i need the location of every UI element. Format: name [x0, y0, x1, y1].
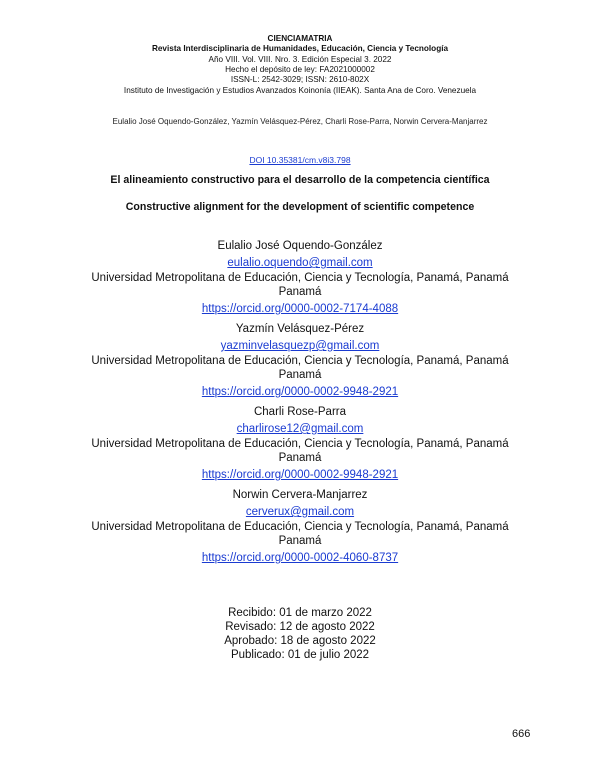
author-affiliation: Universidad Metropolitana de Educación, Ciencia y Tecnología, Panamá, Panamá	[91, 438, 509, 450]
author-block	[0, 488, 600, 566]
author-email[interactable]: cerverux@gmail.com	[245, 506, 355, 518]
dates-block	[0, 606, 600, 662]
author-name: Yazmín Velásquez-Pérez	[235, 323, 365, 335]
author-orcid[interactable]: https://orcid.org/0000-0002-9948-2921	[201, 386, 399, 398]
author-affiliation: Universidad Metropolitana de Educación, Ciencia y Tecnología, Panamá, Panamá	[91, 355, 509, 367]
journal-issue: Año VIII. Vol. VIII. Nro. 3. Edición Especial 3. 2022	[208, 55, 392, 64]
journal-issn: ISSN-L: 2542-3029; ISSN: 2610-802X	[230, 75, 370, 84]
author-name: Charli Rose-Parra	[253, 406, 347, 418]
date-published: Publicado: 01 de julio 2022	[230, 649, 370, 661]
date-revised: Revisado: 12 de agosto 2022	[225, 621, 375, 633]
journal-subtitle: Revista Interdisciplinaria de Humanidades, Educación, Ciencia y Tecnología	[151, 44, 449, 53]
doi-link[interactable]: DOI 10.35381/cm.v8i3.798	[249, 155, 351, 165]
title-english: Constructive alignment for the development of scientific competence	[125, 201, 475, 213]
date-received: Recibido: 01 de marzo 2022	[228, 607, 372, 619]
author-email[interactable]: eulalio.oquendo@gmail.com	[227, 257, 373, 269]
author-orcid[interactable]: https://orcid.org/0000-0002-4060-8737	[201, 552, 399, 564]
author-affiliation: Universidad Metropolitana de Educación, Ciencia y Tecnología, Panamá, Panamá	[91, 521, 509, 533]
journal-deposit: Hecho el depósito de ley: FA2021000002	[225, 65, 375, 74]
author-block	[0, 239, 600, 317]
author-affiliation: Universidad Metropolitana de Educación, Ciencia y Tecnología, Panamá, Panamá	[91, 272, 509, 284]
author-name: Eulalio José Oquendo-González	[217, 240, 383, 252]
journal-name: CIENCIAMATRIA	[267, 34, 333, 43]
author-email[interactable]: charlirose12@gmail.com	[236, 423, 364, 435]
author-country: Panamá	[278, 535, 322, 547]
authors-line: Eulalio José Oquendo-González, Yazmín Velásquez-Pérez, Charli Rose-Parra, Norwin Cervera-Manjarrez	[112, 117, 488, 126]
author-email[interactable]: yazminvelasquezp@gmail.com	[220, 340, 380, 352]
title-spanish: El alineamiento constructivo para el desarrollo de la competencia científica	[110, 174, 490, 186]
author-country: Panamá	[278, 369, 322, 381]
author-name: Norwin Cervera-Manjarrez	[232, 489, 368, 501]
author-orcid[interactable]: https://orcid.org/0000-0002-9948-2921	[201, 469, 399, 481]
author-country: Panamá	[278, 286, 322, 298]
author-block	[0, 405, 600, 483]
author-block	[0, 322, 600, 400]
date-approved: Aprobado: 18 de agosto 2022	[224, 635, 376, 647]
journal-institute: Instituto de Investigación y Estudios Avanzados Koinonía (IIEAK). Santa Ana de Coro. Venezuela	[123, 86, 477, 95]
page-number: 666	[512, 728, 531, 740]
author-orcid[interactable]: https://orcid.org/0000-0002-7174-4088	[201, 303, 399, 315]
author-country: Panamá	[278, 452, 322, 464]
